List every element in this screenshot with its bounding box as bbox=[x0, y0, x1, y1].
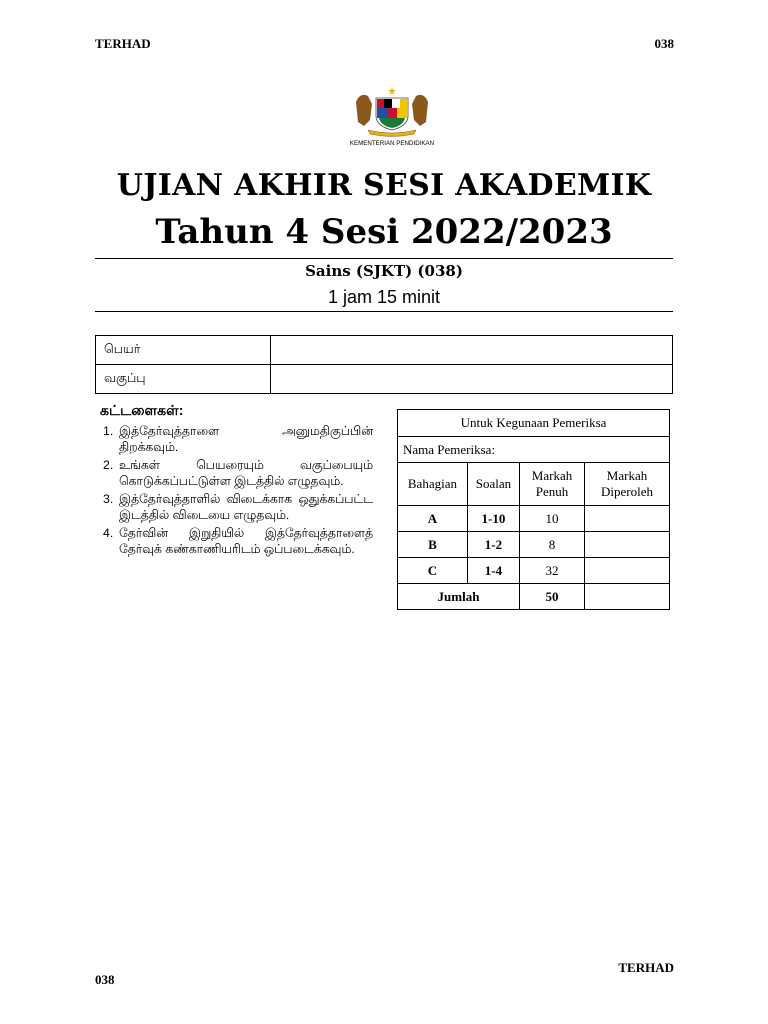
questions-cell: 1-2 bbox=[467, 532, 519, 558]
subject-code: Sains (SJKT) (038) bbox=[305, 262, 463, 280]
exam-duration: 1 jam 15 minit bbox=[327, 287, 441, 307]
section-cell: A bbox=[398, 506, 468, 532]
instruction-item: 3. இத்தேர்வுத்தாளில் விடைக்காக ஒதுக்கப்பட்ட இடத்தில் விடையை எழுதவும். bbox=[103, 492, 373, 522]
section-cell: C bbox=[398, 558, 468, 584]
instruction-item: 2. உங்கள் பெயரையும் வகுப்பையும் கொடுக்கப்பட்டுள்ள இடத்தில் எழுதவும். bbox=[103, 458, 373, 488]
divider-top bbox=[95, 258, 673, 259]
examiner-table-title: Untuk Kegunaan Pemeriksa bbox=[398, 410, 670, 437]
exam-year-session: Tahun 4 Sesi 2022/2023 bbox=[155, 212, 613, 252]
instruction-item: 4. தேர்வின் இறுதியில் இத்தேர்வுத்தாளைத் தேர்வுக் கண்காணியரிடம் ஒப்படைக்கவும். bbox=[103, 526, 373, 556]
table-row bbox=[398, 506, 670, 532]
total-row bbox=[398, 584, 670, 610]
total-obtained-marks[interactable] bbox=[585, 584, 670, 610]
table-row bbox=[398, 532, 670, 558]
full-marks-cell: 32 bbox=[520, 558, 585, 584]
obtained-marks-cell[interactable] bbox=[585, 532, 670, 558]
footer-paper-code: 038 bbox=[95, 972, 115, 987]
student-name-row bbox=[96, 336, 673, 365]
table-row bbox=[398, 558, 670, 584]
instruction-item: 1. இத்தேர்வுத்தாளை அனுமதிகுப்பின் திறக்கவும். bbox=[103, 424, 373, 454]
student-class-row bbox=[96, 365, 673, 394]
questions-cell: 1-10 bbox=[467, 506, 519, 532]
total-label: Jumlah bbox=[398, 584, 520, 610]
name-field[interactable] bbox=[271, 336, 673, 365]
questions-cell: 1-4 bbox=[467, 558, 519, 584]
examiner-name-field[interactable]: Nama Pemeriksa: bbox=[398, 437, 670, 463]
full-marks-cell: 8 bbox=[520, 532, 585, 558]
full-marks-cell: 10 bbox=[520, 506, 585, 532]
exam-title: UJIAN AKHIR SESI AKADEMIK bbox=[116, 168, 652, 203]
ministry-crest-logo bbox=[350, 86, 434, 148]
col-header-markah-diperoleh: Markah Diperoleh bbox=[585, 463, 670, 506]
header-paper-code: 038 bbox=[654, 36, 674, 51]
student-info-table bbox=[95, 335, 673, 394]
obtained-marks-cell[interactable] bbox=[585, 558, 670, 584]
section-cell: B bbox=[398, 532, 468, 558]
svg-text:KEMENTERIAN PENDIDIKAN: KEMENTERIAN PENDIDIKAN bbox=[350, 140, 434, 147]
divider-bottom bbox=[95, 311, 673, 312]
col-header-bahagian: Bahagian bbox=[398, 463, 468, 506]
col-header-soalan: Soalan bbox=[467, 463, 519, 506]
examiner-marks-table bbox=[397, 409, 670, 610]
col-header-markah-penuh: Markah Penuh bbox=[520, 463, 585, 506]
instructions-heading: கட்டளைகள்: bbox=[100, 402, 184, 418]
footer-restricted-label: TERHAD bbox=[618, 960, 674, 975]
total-full-marks: 50 bbox=[520, 584, 585, 610]
instructions-list bbox=[103, 424, 373, 560]
name-label: பெயர் bbox=[96, 336, 271, 365]
obtained-marks-cell[interactable] bbox=[585, 506, 670, 532]
class-field[interactable] bbox=[271, 365, 673, 394]
class-label: வகுப்பு bbox=[96, 365, 271, 394]
header-restricted-label: TERHAD bbox=[95, 36, 151, 51]
